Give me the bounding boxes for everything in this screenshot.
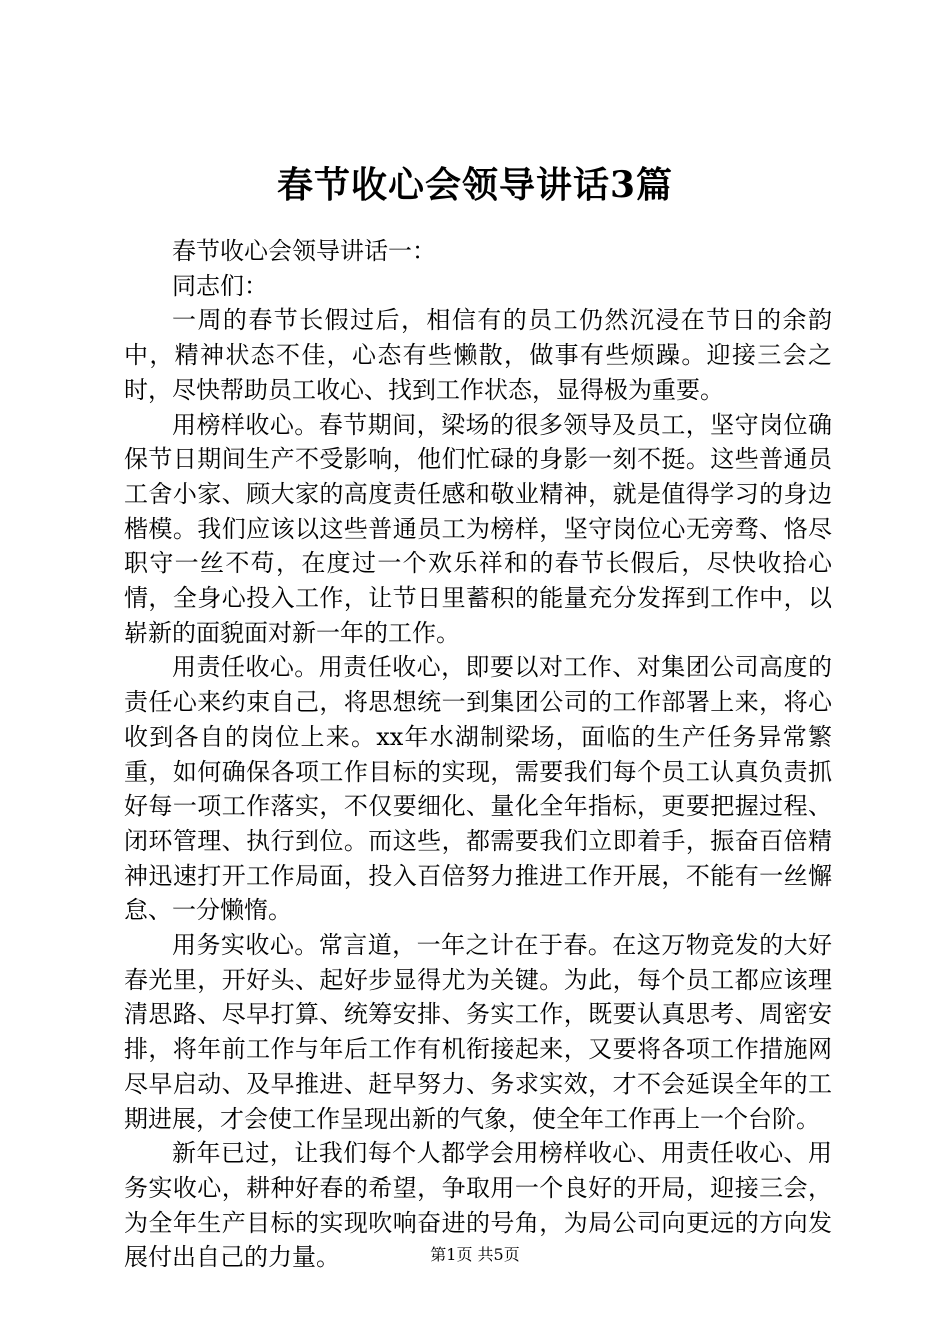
document-title: 春节收心会领导讲话3篇 <box>276 164 674 206</box>
document-body <box>124 234 832 1275</box>
paragraph-intro: 一周的春节长假过后，相信有的员工仍然沉浸在节日的余韵中，精神状态不佳，心态有些懒散，做事有些烦躁。迎接三会之时，尽快帮助员工收心、找到工作状态，显得极为重要。 <box>124 306 832 404</box>
salutation: 同志们： <box>172 271 268 300</box>
paragraph-pragmatic: 用务实收心。常言道，一年之计在于春。在这万物竞发的大好春光里，开好头、起好步显得尤为关键。为此，每个员工都应该理清思路、尽早打算、统筹安排、务实工作，既要认真思考、周密安排，将年前工作与年后工作有机衔接起来，又要将各项工作措施网尽早启动、及早推进、赶早努力、务求实效，才不会延误全年的工期进展，才会使工作呈现出新的气象，使全年工作再上一个台阶。 <box>124 931 832 1133</box>
paragraph-role-model: 用榜样收心。春节期间，梁场的很多领导及员工，坚守岗位确保节日期间生产不受影响，他们忙碌的身影一刻不挺。这些普通员工舍小家、顾大家的高度责任感和敬业精神，就是值得学习的身边楷模。我们应该以这些普通员工为榜样，坚守岗位心无旁骛、恪尽职守一丝不苟，在度过一个欢乐祥和的春节长假后，尽快收拾心情，全身心投入工作，让节日里蓄积的能量充分发挥到工作中，以崭新的面貌面对新一年的工作。 <box>124 410 832 647</box>
paragraph-conclusion: 新年已过，让我们每个人都学会用榜样收心、用责任收心、用务实收心，耕种好春的希望，争取用一个良好的开局，迎接三会，为全年生产目标的实现吹响奋进的号角，为局公司向更远的方向发展付出自己的力量。 <box>124 1139 832 1272</box>
page-footer: 第1页 共5页 <box>430 1245 520 1264</box>
paragraph-responsibility: 用责任收心。用责任收心，即要以对工作、对集团公司高度的责任心来约束自己，将思想统一到集团公司的工作部署上来，将心收到各自的岗位上来。xx年水湖制梁场，面临的生产任务异常繁重，如何确保各项工作目标的实现，需要我们每个员工认真负责抓好每一项工作落实，不仅要细化、量化全年指标，更要把握过程、闭环管理、执行到位。而这些，都需要我们立即着手，振奋百倍精神迅速打开工作局面，投入百倍努力推进工作开展，不能有一丝懈怠、一分懒惰。 <box>124 653 832 925</box>
greeting-heading: 春节收心会领导讲话一： <box>172 237 436 265</box>
